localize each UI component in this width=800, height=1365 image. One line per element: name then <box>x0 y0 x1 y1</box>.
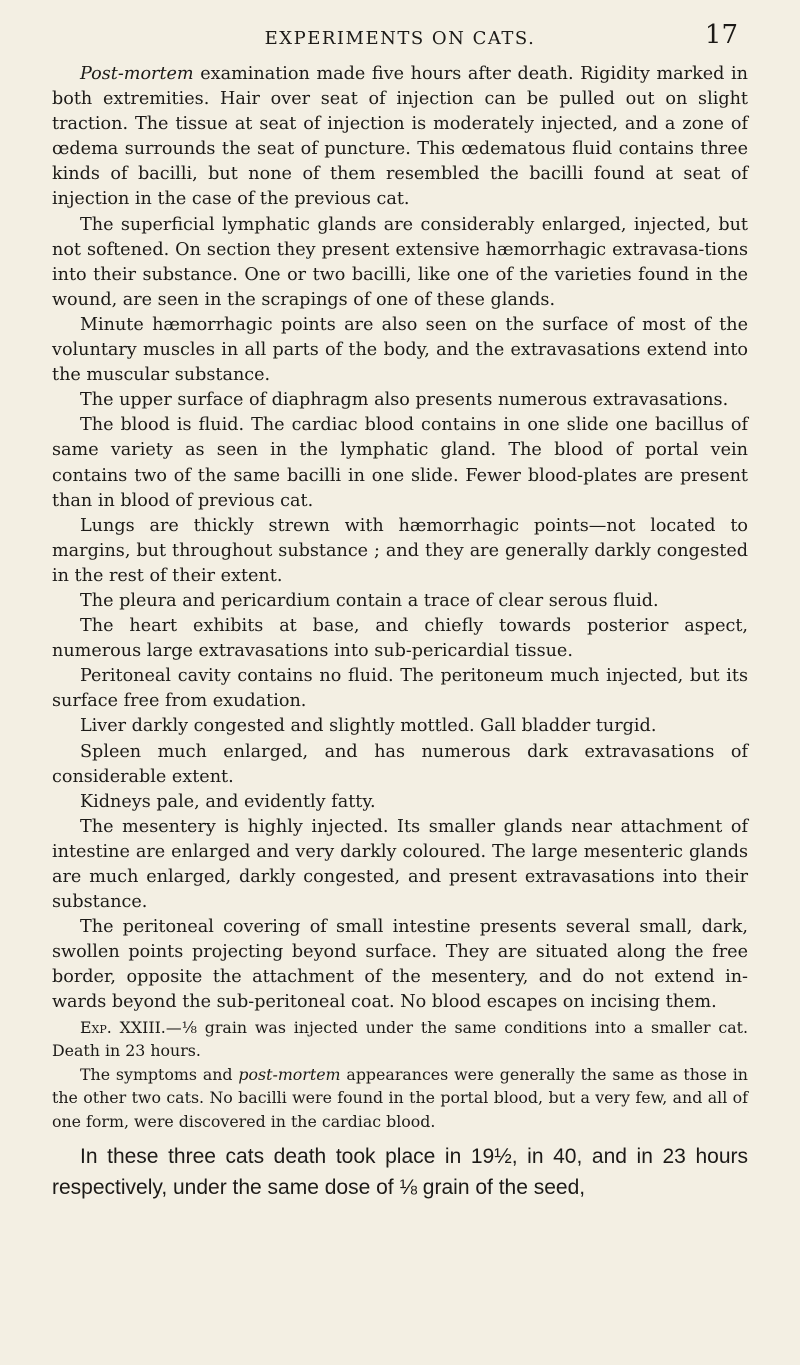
paragraph: Kidneys pale, and evidently fatty. <box>80 791 376 812</box>
paragraph: The heart exhibits at base, and chiefly towards posterior aspect, numerous large extravasations into sub-pericardial tissue. <box>52 616 748 662</box>
italic-lead: Post-mortem <box>80 64 194 84</box>
paragraph: The upper surface of diaphragm also presents numerous extravasations. <box>80 390 729 411</box>
experiment-label: Exp. XXIII. <box>80 1017 166 1037</box>
experiment-paragraph <box>52 1016 748 1063</box>
text-span: appearances were generally the same as those in the other two cats. No bacilli were found in the portal blood, but a very few, and all of one form, were discovered in the cardiac blood. <box>52 1064 748 1131</box>
italic-span: post-mortem <box>238 1064 341 1084</box>
paragraph: Minute hæmorrhagic points are also seen on the surface of most of the voluntary muscles in all parts of the body, and the extravasations extend into the muscular substance. <box>52 314 748 386</box>
paragraph: The blood is fluid. The cardiac blood contains in one slide one bacillus of same variety as seen in the lymphatic gland. The blood of portal vein contains two of the same bacilli in one slide. Fewer blood-plates are present than in blood of previous cat. <box>52 415 748 511</box>
running-title: EXPERIMENTS ON CATS. <box>264 28 536 49</box>
paragraph: The peritoneal covering of small intestine presents several small, dark, swollen points projecting beyond surface. They are situated along the free border, opposite the attachment of the mesentery, and do not extend in-wards beyond the sub-peritoneal coat. No blood escapes on incising them. <box>52 917 748 1013</box>
paragraph: Spleen much enlarged, and has numerous dark extravasations of considerable extent. <box>52 741 748 787</box>
experiment-text: —⅛ grain was injected under the same conditions into a smaller cat. Death in 23 hours. <box>52 1017 748 1061</box>
paragraph: Lungs are thickly strewn with hæmorrhagic points—not located to margins, but throughout substance ; and they are generally darkly congested in the rest of their extent. <box>52 515 748 586</box>
paragraph-text: examination made five hours after death. Rigidity marked in both extremities. Hair over seat of injection can be pulled out on slight traction. The tissue at seat of injection is moderately injected, and a zone of œdema surrounds the seat of puncture. This œdematous fluid contains three kinds of bacilli, but none of them resembled the bacilli found at seat of injection in the case of the previous cat. <box>52 64 748 210</box>
paragraph: The pleura and pericardium contain a trace of clear serous fluid. <box>80 590 659 611</box>
body-text <box>52 62 748 1203</box>
paragraph: Peritoneal cavity contains no fluid. The peritoneum much injected, but its surface free from exudation. <box>52 666 748 712</box>
experiment-section <box>52 1016 748 1134</box>
experiment-paragraph <box>52 1063 748 1134</box>
closing-section <box>52 1141 748 1203</box>
paragraph: Liver darkly congested and slightly mottled. Gall bladder turgid. <box>80 716 657 737</box>
paragraph: The mesentery is highly injected. Its smaller glands near attachment of intestine are enlarged and very darkly coloured. The large mesenteric glands are much enlarged, darkly congested, and present extravasations into their substance. <box>52 816 748 913</box>
closing-paragraph: In these three cats death took place in 19½, in 40, and in 23 hours respectively, under the same dose of ⅛ grain of the seed, <box>52 1145 748 1200</box>
text-span: The symptoms and <box>80 1064 239 1084</box>
running-head <box>0 16 800 56</box>
paragraph: The superficial lymphatic glands are considerably enlarged, injected, but not softened. On section they present extensive hæmorrhagic extravasa-tions into their substance. One or two bacilli, like one of the varieties found in the wound, are seen in the scrapings of one of these glands. <box>52 214 748 310</box>
paragraph <box>52 62 748 213</box>
page-number: 17 <box>704 20 738 50</box>
